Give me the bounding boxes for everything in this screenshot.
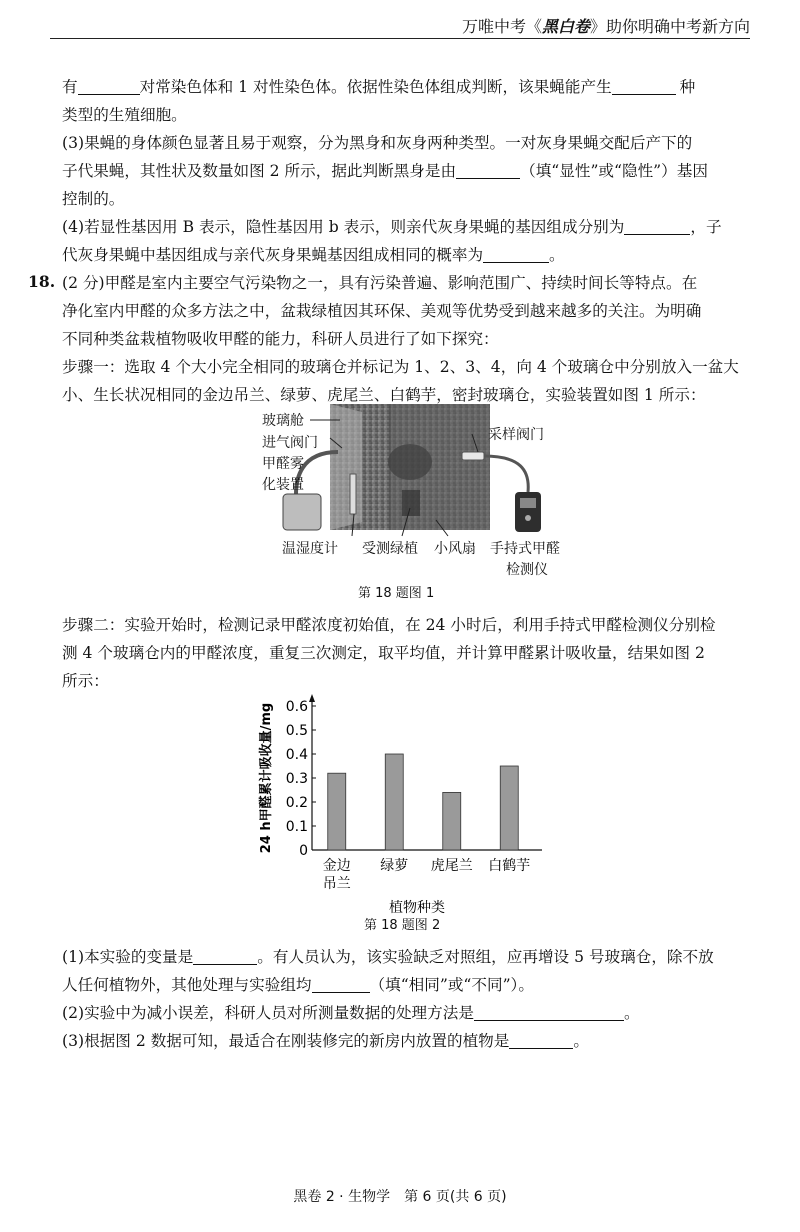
q18-q1-a: (1)本实验的变量是 。有人员认为，该实验缺乏对照组，应再增设 5 号玻璃仓，除不放 [62, 948, 714, 966]
label-glass-chamber: 玻璃舱 [262, 413, 304, 429]
answer-blank[interactable] [312, 976, 370, 993]
q18-q2: (2)实验中为减小误差，科研人员对所测量数据的处理方法是 。 [62, 1004, 640, 1022]
q18-step2-c: 所示： [62, 672, 109, 690]
q17-line-3: (3)果蝇的身体颜色显著且易于观察，分为黑身和灰身两种类型。一对灰身果蝇交配后产下的 [62, 134, 693, 152]
y-tick-label: 0.2 [285, 795, 308, 811]
label-atomizer-2: 化装置 [262, 477, 304, 493]
page-footer: 黑卷 2 · 生物学 第 6 页(共 6 页) [293, 1189, 507, 1205]
label-detector-2: 检测仪 [506, 562, 548, 578]
y-tick-label: 0.1 [285, 819, 308, 835]
answer-blank[interactable] [509, 1032, 573, 1049]
question-number: 18. [28, 272, 56, 291]
atomizer-device [283, 494, 321, 530]
bar-金边吊兰 [328, 773, 346, 850]
label-test-plant: 受测绿植 [362, 541, 418, 557]
label-sample-valve: 采样阀门 [488, 427, 544, 443]
answer-blank[interactable] [474, 1004, 624, 1021]
y-tick-label: 0.4 [285, 747, 308, 763]
hygrometer [350, 474, 356, 514]
q18-q1-b: 人任何植物外，其他处理与实验组均 （填“相同”或“不同”）。 [62, 976, 534, 994]
label-detector-1: 手持式甲醛 [490, 541, 560, 557]
category-label: 吊兰 [322, 876, 351, 892]
header-brand: 黑白卷 [541, 17, 590, 36]
q18-step1-a: 步骤一：选取 4 个大小完全相同的玻璃仓并标记为 1、2、3、4，向 4 个玻璃仓中分别放入一盆大 [62, 358, 739, 376]
label-atomizer-1: 甲醛雾 [262, 456, 304, 472]
y-axis-label: 24 h甲醛累计吸收量/mg [259, 702, 274, 854]
y-tick-label: 0.6 [285, 699, 308, 715]
q17-line-7: 代灰身果蝇中基因组成与亲代灰身果蝇基因组成相同的概率为 。 [62, 246, 565, 264]
category-label: 白鹤芋 [488, 858, 531, 874]
q17-line-5: 控制的。 [62, 190, 125, 208]
figure-2-caption: 第 18 题图 2 [364, 918, 441, 933]
glass-chamber-left [330, 404, 362, 530]
q18-step2-a: 步骤二：实验开始时，检测记录甲醛浓度初始值，在 24 小时后，利用手持式甲醛检测仪分别检 [62, 616, 716, 634]
y-tick-label: 0.3 [285, 771, 308, 787]
q18-step1-b: 小、生长状况相同的金边吊兰、绿萝、虎尾兰、白鹤芋，密封玻璃仓，实验装置如图 1 所示： [62, 386, 706, 404]
q17-line-6: (4)若显性基因用 B 表示，隐性基因用 b 表示，则亲代灰身果蝇的基因组成分别为 ，子 [62, 218, 722, 236]
label-inlet-valve: 进气阀门 [262, 435, 318, 451]
label-hygrometer: 温湿度计 [282, 541, 338, 557]
y-tick-label: 0.5 [285, 723, 308, 739]
plant-silhouette [388, 444, 432, 480]
category-label: 金边 [322, 858, 351, 874]
bar-绿萝 [385, 754, 403, 850]
label-fan: 小风扇 [434, 541, 476, 557]
category-label: 虎尾兰 [430, 858, 473, 874]
absorption-bar-chart [250, 694, 570, 944]
x-axis-label: 植物种类 [389, 900, 445, 916]
q18-step2-b: 测 4 个玻璃仓内的甲醛浓度，重复三次测定，取平均值，并计算甲醛累计吸收量，结果如图 2 [62, 644, 705, 662]
header-prefix: 万唯中考《 [461, 17, 542, 36]
q18-q3: (3)根据图 2 数据可知，最适合在刚装修完的新房内放置的植物是 。 [62, 1032, 589, 1050]
header-suffix: 》助你明确中考新方向 [589, 17, 750, 36]
q17-line-2: 类型的生殖细胞。 [62, 106, 187, 124]
q18-intro-2: 净化室内甲醛的众多方法之中，盆栽绿植因其环保、美观等优势受到越来越多的关注。为明确 [62, 302, 702, 320]
figure-1-caption: 第 18 题图 1 [358, 586, 435, 601]
q17-line-4: 子代果蝇，其性状及数量如图 2 所示，据此判断黑身是由 （填“显性”或“隐性”）基因 [62, 162, 708, 180]
y-tick-label: 0 [299, 843, 308, 859]
q18-intro-1: (2 分)甲醛是室内主要空气污染物之一，具有污染普遍、影响范围广、持续时间长等特点。在 [62, 274, 698, 292]
bar-虎尾兰 [443, 792, 461, 850]
q17-line-1: 有 对常染色体和 1 对性染色体。依据性染色体组成判断，该果蝇能产生 种 [62, 78, 696, 96]
y-axis-arrow [309, 694, 315, 702]
sample-valve [462, 452, 484, 460]
q18-intro-3: 不同种类盆栽植物吸收甲醛的能力，科研人员进行了如下探究： [62, 330, 499, 348]
answer-blank[interactable] [193, 948, 257, 965]
category-label: 绿萝 [380, 858, 409, 874]
bar-白鹤芋 [500, 766, 518, 850]
